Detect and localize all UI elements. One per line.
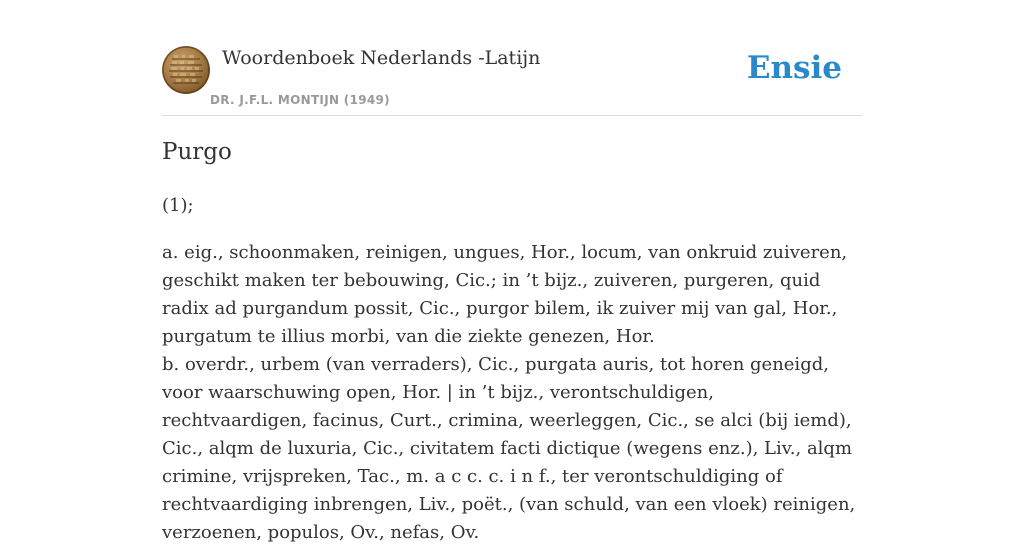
entry-headword: Purgo <box>162 139 232 165</box>
coin-inscription-icon <box>162 46 210 94</box>
definition-paragraph: b. overdr., urbem (van verraders), Cic., purgata auris, tot horen geneigd, voor waarschuwing open, Hor. | in ’t bijz., verontschuldigen, rechtvaardigen, facinus, Curt., crimina, weerleggen, Cic., se alci (bij iemd), Cic., alqm de luxuria, Cic., civitatem facti dictique (wegens enz.), Liv., alqm crimine, vrijspreken, Tac., m. a c c. c. i n f., ter verontschuldiging of rechtvaardiging inbrengen, Liv., poët., (van schuld, van een vloek) reinigen, verzoenen, populos, Ov., nefas, Ov. <box>162 354 856 543</box>
definition-paragraph: (1); <box>162 195 194 216</box>
definition-paragraph: a. eig., schoonmaken, reinigen, ungues, Hor., locum, van onkruid zuiveren, geschikt maken ter bebouwing, Cic.; in ’t bijz., zuiveren, purgeren, quid radix ad purgandum possit, Cic., purgor bilem, ik zuiver mij van gal, Hor., purgatum te illius morbi, van die ziekte genezen, Hor. <box>162 242 848 347</box>
ensie-logo-link[interactable]: Ensie <box>746 50 842 86</box>
entry-definition <box>162 192 862 547</box>
book-title[interactable]: Woordenboek Nederlands -Latijn <box>222 47 541 69</box>
author-byline: DR. J.F.L. MONTIJN (1949) <box>210 93 390 107</box>
site-header <box>162 46 862 116</box>
